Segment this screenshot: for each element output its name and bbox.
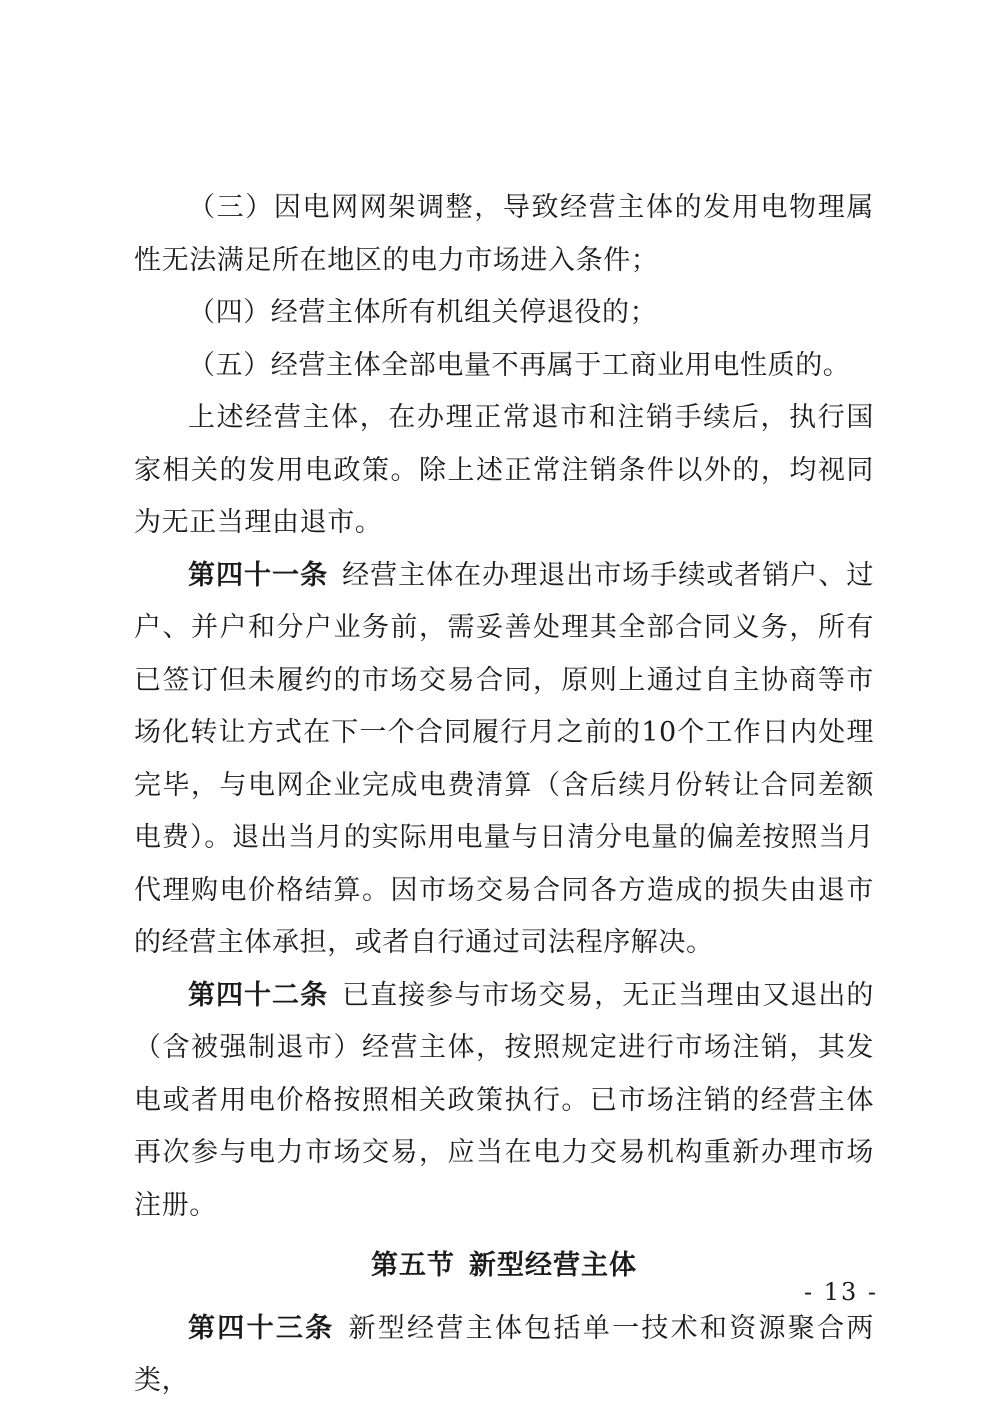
page-number: - 13 - [803, 1278, 878, 1306]
section-heading [134, 1240, 874, 1293]
clause-5: （五）经营主体全部电量不再属于工商业用电性质的。 [188, 349, 851, 381]
article-42-number: 第四十二条 [188, 979, 329, 1011]
section-number: 第五节 [371, 1250, 455, 1281]
clause-4: （四）经营主体所有机组关停退役的； [188, 297, 658, 328]
summary-paragraph: 上述经营主体，在办理正常退市和注销手续后，执行国家相关的发用电政策。除上述正常注销条件以外的，均视同为无正当理由退市。 [134, 402, 874, 538]
article-43 [134, 1303, 874, 1408]
document-body [134, 182, 874, 1408]
article-42 [134, 970, 874, 1233]
article-42-text: 已直接参与市场交易，无正当理由又退出的（含被强制退市）经营主体，按照规定进行市场注销，其发电或者用电价格按照相关政策执行。已市场注销的经营主体再次参与电力市场交易，应当在电力交易机构重新办理市场注册。 [134, 979, 875, 1221]
article-41-number: 第四十一条 [188, 559, 329, 591]
article-43-number: 第四十三条 [188, 1312, 335, 1344]
article-41-text: 经营主体在办理退出市场手续或者销户、过户、并户和分户业务前，需妥善处理其全部合同义务，所有已签订但未履约的市场交易合同，原则上通过自主协商等市场化转让方式在下一个合同履行月之前的10个工作日内处理完毕，与电网企业完成电费清算（含后续月份转让合同差额电费）。退出当月的实际用电量与日清分电量的偏差按照当月代理购电价格结算。因市场交易合同各方造成的损失由退市的经营主体承担，或者自行通过司法程序解决。 [134, 559, 875, 958]
article-41 [134, 550, 874, 970]
article-43-text: 新型经营主体包括单一技术和资源聚合两类， [134, 1312, 874, 1396]
section-title: 新型经营主体 [469, 1250, 637, 1281]
clause-3: （三）因电网网架调整，导致经营主体的发用电物理属性无法满足所在地区的电力市场进入条件； [134, 192, 874, 276]
